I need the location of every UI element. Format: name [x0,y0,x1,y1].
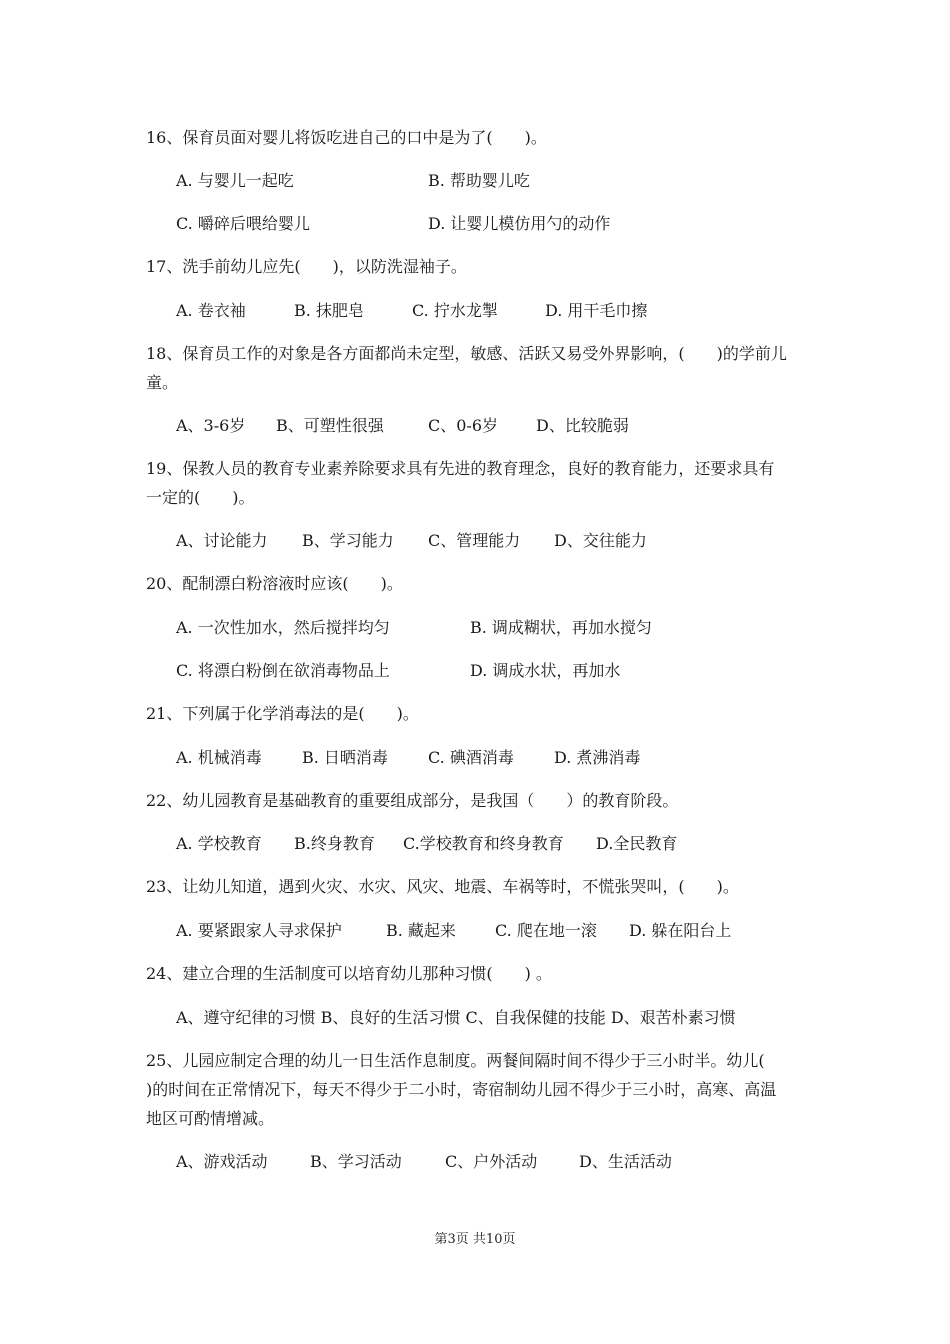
option-d: D. 让婴儿模仿用勺的动作 [428,214,611,233]
page-number-footer: 第3页 共10页 [434,1232,516,1247]
option-b: B、学习活动 [310,1152,402,1171]
option-c: C、管理能力 [428,531,521,550]
option-c: C、0-6岁 [428,416,499,435]
question-25-text-line-3: 地区可酌情增减。 [146,1109,275,1128]
question-17-text: 17、洗手前幼儿应先( )，以防洗湿袖子。 [146,257,467,276]
question-20-text: 20、配制漂白粉溶液时应该( )。 [146,574,403,593]
option-d: D、生活活动 [579,1152,672,1171]
option-b: B. 日晒消毒 [302,748,388,767]
option-b: B、学习能力 [302,531,394,550]
question-19-text-line-1: 19、保教人员的教育专业素养除要求具有先进的教育理念，良好的教育能力，还要求具有 [146,459,775,478]
option-b: B. 抹肥皂 [294,301,364,320]
question-25-text-line-1: 25、儿园应制定合理的幼儿一日生活作息制度。两餐间隔时间不得少于三小时半。幼儿( [146,1051,765,1070]
question-19-text-line-2: 一定的( )。 [146,488,255,507]
option-a: A. 一次性加水，然后搅拌均匀 [176,618,390,637]
question-23-text: 23、让幼儿知道，遇到火灾、水灾、风灾、地震、车祸等时，不慌张哭叫，( )。 [146,877,739,896]
option-a: A、3-6岁 [176,416,246,435]
option-d: D. 用干毛巾擦 [545,301,648,320]
option-a: A. 机械消毒 [176,748,262,767]
option-c: C. 将漂白粉倒在欲消毒物品上 [176,661,390,680]
option-a: A. 卷衣袖 [176,301,246,320]
option-b: B.终身教育 [294,834,375,853]
option-c: C. 爬在地一滚 [495,921,597,940]
option-a: A、讨论能力 [176,531,268,550]
question-24-text: 24、建立合理的生活制度可以培育幼儿那种习惯( ) 。 [146,964,552,983]
question-16-text: 16、保育员面对婴儿将饭吃进自己的口中是为了( )。 [146,128,547,147]
option-b: B. 藏起来 [386,921,456,940]
option-d: D. 调成水状，再加水 [470,661,621,680]
option-b: B. 帮助婴儿吃 [428,171,530,190]
options-inline: A、遵守纪律的习惯 B、良好的生活习惯 C、自我保健的技能 D、艰苦朴素习惯 [176,1008,736,1027]
option-c: C、户外活动 [445,1152,538,1171]
option-a: A、游戏活动 [176,1152,268,1171]
question-22-text: 22、幼儿园教育是基础教育的重要组成部分，是我国（ ）的教育阶段。 [146,791,679,810]
option-a: A. 与婴儿一起吃 [176,171,294,190]
option-c: C. 碘酒消毒 [428,748,514,767]
option-a: A. 要紧跟家人寻求保护 [176,921,342,940]
option-d: D、交往能力 [554,531,647,550]
option-c: C.学校教育和终身教育 [403,834,564,853]
option-d: D. 煮沸消毒 [554,748,641,767]
option-c: C. 拧水龙掣 [412,301,498,320]
question-18-text-line-1: 18、保育员工作的对象是各方面都尚未定型，敏感、活跃又易受外界影响，( )的学前儿 [146,344,787,363]
option-d: D、比较脆弱 [536,416,629,435]
question-25-text-line-2: )的时间在正常情况下，每天不得少于二小时，寄宿制幼儿园不得少于三小时，高寒、高温 [146,1080,777,1099]
option-a: A. 学校教育 [176,834,262,853]
question-18-text-line-2: 童。 [146,373,179,392]
option-d: D. 躲在阳台上 [629,921,732,940]
option-b: B. 调成糊状，再加水搅匀 [470,618,652,637]
option-d: D.全民教育 [596,834,678,853]
option-c: C. 嚼碎后喂给婴儿 [176,214,310,233]
question-21-text: 21、下列属于化学消毒法的是( )。 [146,704,419,723]
option-b: B、可塑性很强 [276,416,384,435]
